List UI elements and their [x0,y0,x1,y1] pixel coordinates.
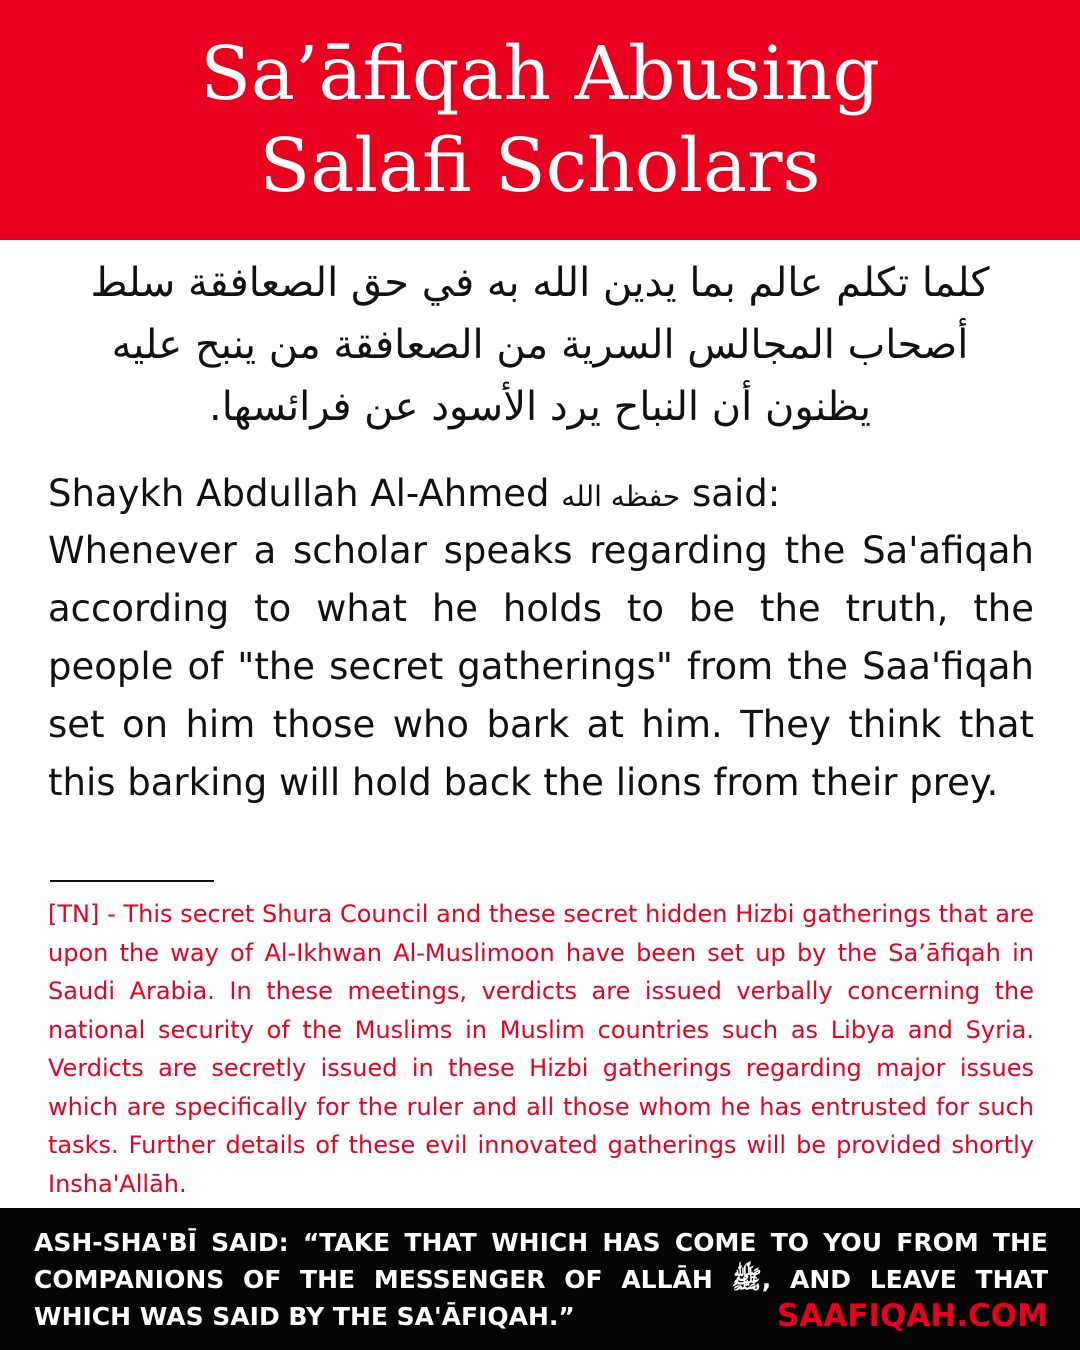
title-banner [0,0,1080,240]
title-line-2: Salafi Scholars [259,123,821,209]
speaker-attribution [48,466,1038,525]
note-divider [50,880,214,882]
arabic-quote [40,252,1040,438]
arabic-line-1: كلما تكلم عالم بما يدين الله به في حق الصعافقة سلط [90,260,990,306]
title-line-1: Sa’āfiqah Abusing [200,31,880,117]
footer-bar [0,1208,1080,1350]
translator-note: [TN] - This secret Shura Council and these secret hidden Hizbi gatherings that are upon the way of Al-Ikhwan Al-Muslimoon have been set up by the Sa’āfiqah in Saudi Arabia. In these meetings, verdicts are issued verbally concerning the national security of the Muslims in Muslim countries such as Libya and Syria. Verdicts are secretly issued in these Hizbi gatherings regarding major issues which are specifically for the ruler and all those whom he has entrusted for such tasks. Further details of these evil innovated gatherings will be provided shortly Insha'Allāh. [48,900,1034,1198]
english-translation: Whenever a scholar speaks regarding the Sa'afiqah according to what he holds to be the truth, the people of "the secret gatherings" from the Saa'fiqah set on him those who bark at him. They think that this barking will hold back the lions from their prey. [48,529,1034,804]
speaker-name: Shaykh Abdullah Al-Ahmed [48,472,550,515]
speaker-honorific: حفظه الله [561,480,681,513]
arabic-line-3: يظنون أن النباح يرد الأسود عن فرائسها. [209,384,871,430]
arabic-line-2: أصحاب المجالس السرية من الصعافقة من ينبح عليه [111,322,969,368]
speaker-said: said: [692,472,781,515]
website-link[interactable]: SAAFIQAH.COM [776,1298,1048,1334]
footer-quote: ASH-SHA'BĪ SAID: “TAKE THAT WHICH HAS COME TO YOU FROM THE COMPANIONS OF THE MESSENGER OF ALLĀH ﷺ, AND LEAVE THAT WHICH WAS SAID BY THE SA'ĀFIQAH.” [34,1228,1048,1331]
